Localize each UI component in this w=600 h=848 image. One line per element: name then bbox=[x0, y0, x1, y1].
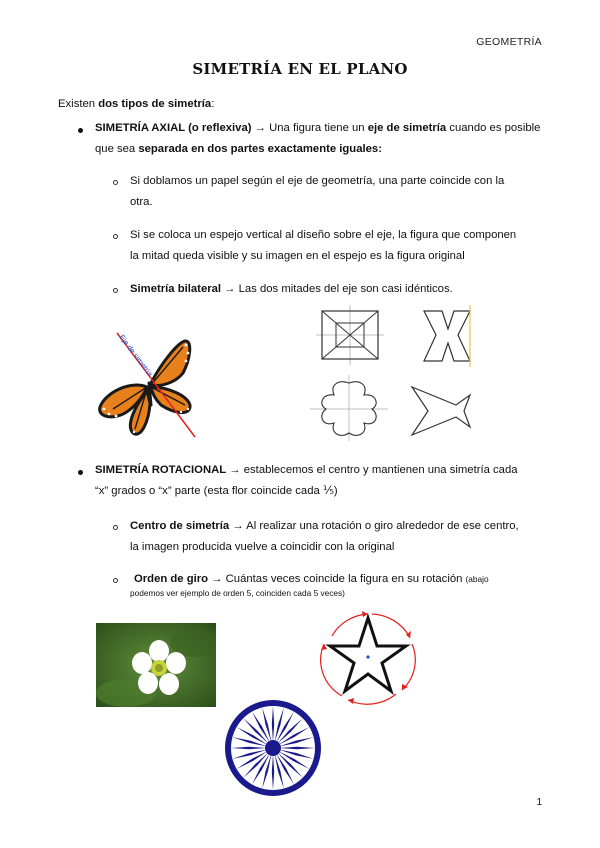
axial-sub3 bbox=[130, 279, 550, 300]
wheel-spoke bbox=[272, 706, 274, 742]
wheel-spoke bbox=[243, 718, 268, 743]
sub-bullet-1 bbox=[113, 180, 118, 185]
orden-paragraph bbox=[130, 569, 554, 600]
rotational-text-line1: → establecemos el centro y mantienen una simetría cada bbox=[226, 464, 518, 476]
butterfly-icon bbox=[100, 341, 190, 436]
star-icon bbox=[330, 618, 406, 691]
rotational-heading: SIMETRÍA ROTACIONAL bbox=[95, 464, 227, 476]
axial-arrow-text: → Una figura tiene un bbox=[251, 122, 368, 134]
intro-prefix: Existen bbox=[58, 98, 99, 110]
bow-figure-icon bbox=[412, 387, 470, 435]
flower-photo bbox=[96, 623, 216, 707]
axial-sub2-line1: Si se coloca un espejo vertical al diseño sobre el eje, la figura que componen bbox=[130, 229, 517, 241]
axial-sub1-line1: Si doblamos un papel según el eje de geometría, una parte coincide con la bbox=[130, 175, 505, 187]
orden-small1: (abajo bbox=[465, 574, 489, 584]
butterfly-illustration bbox=[95, 325, 205, 445]
rotational-paragraph bbox=[95, 460, 555, 502]
sub-bullet-5 bbox=[113, 578, 118, 583]
star-center-dot bbox=[366, 655, 369, 658]
wheel-spoke bbox=[279, 747, 315, 749]
axial-bold2: separada en dos partes exactamente iguales: bbox=[138, 143, 382, 155]
wheel-spoke bbox=[231, 747, 267, 749]
wheel-spoke bbox=[277, 752, 302, 777]
intro-suffix: : bbox=[211, 98, 215, 110]
chakra-wheel-icon bbox=[225, 700, 321, 796]
intro-line bbox=[58, 94, 214, 115]
bullet-rotational bbox=[78, 470, 83, 475]
axial-sub1-line2: otra. bbox=[130, 196, 153, 208]
page-title: SIMETRÍA EN EL PLANO bbox=[192, 60, 408, 78]
sub-bullet-4 bbox=[113, 525, 118, 530]
centro-bold: Centro de simetría bbox=[130, 520, 230, 532]
intro-bold: dos tipos de simetría bbox=[98, 98, 212, 110]
orden-text: → Cuántas veces coincide la figura en su rotación bbox=[208, 573, 466, 585]
sub-bullet-3 bbox=[113, 288, 118, 293]
axial-heading: SIMETRÍA AXIAL (o reflexiva) bbox=[95, 122, 252, 134]
axial-paragraph bbox=[95, 118, 550, 160]
axial-sub1 bbox=[130, 171, 550, 213]
sub-bullet-2 bbox=[113, 234, 118, 239]
centro-line1: → Al realizar una rotación o giro alrededor de ese centro, bbox=[229, 520, 519, 532]
axial-sub3-bold: Simetría bilateral bbox=[130, 283, 222, 295]
symmetry-figures bbox=[308, 303, 483, 443]
orden-bold: Orden de giro bbox=[134, 573, 209, 585]
wheel-spoke bbox=[243, 752, 268, 777]
centro-paragraph bbox=[130, 516, 555, 558]
butterfly-axis-label: Eje de simetría bbox=[117, 332, 155, 379]
axial-text2: cuando es posible que sea bbox=[95, 122, 541, 155]
square-figure-icon bbox=[316, 305, 384, 365]
bullet-axial bbox=[78, 128, 83, 133]
axial-sub2 bbox=[130, 225, 550, 267]
centro-line2: la imagen producida vuelve a coincidir con la original bbox=[130, 541, 395, 553]
axial-bold1: eje de simetría bbox=[367, 122, 447, 134]
page-number: 1 bbox=[536, 797, 542, 808]
axial-sub3-text: → Las dos mitades del eje son casi idénticos. bbox=[221, 283, 453, 295]
x-figure-icon bbox=[424, 305, 470, 367]
header-tag: GEOMETRÍA bbox=[476, 36, 542, 48]
star-rotation-illustration bbox=[312, 608, 424, 708]
clover-figure-icon bbox=[310, 375, 388, 441]
wheel-spoke bbox=[272, 754, 274, 790]
orden-small2: podemos ver ejemplo de orden 5, coinciden cada 5 veces) bbox=[130, 588, 345, 598]
rotational-text-line2: “x” grados o “x” parte (esta flor coincide cada ⅕) bbox=[95, 485, 338, 497]
wheel-spoke bbox=[277, 718, 302, 743]
axial-sub2-line2: la mitad queda visible y su imagen en el espejo es la figura original bbox=[130, 250, 465, 262]
